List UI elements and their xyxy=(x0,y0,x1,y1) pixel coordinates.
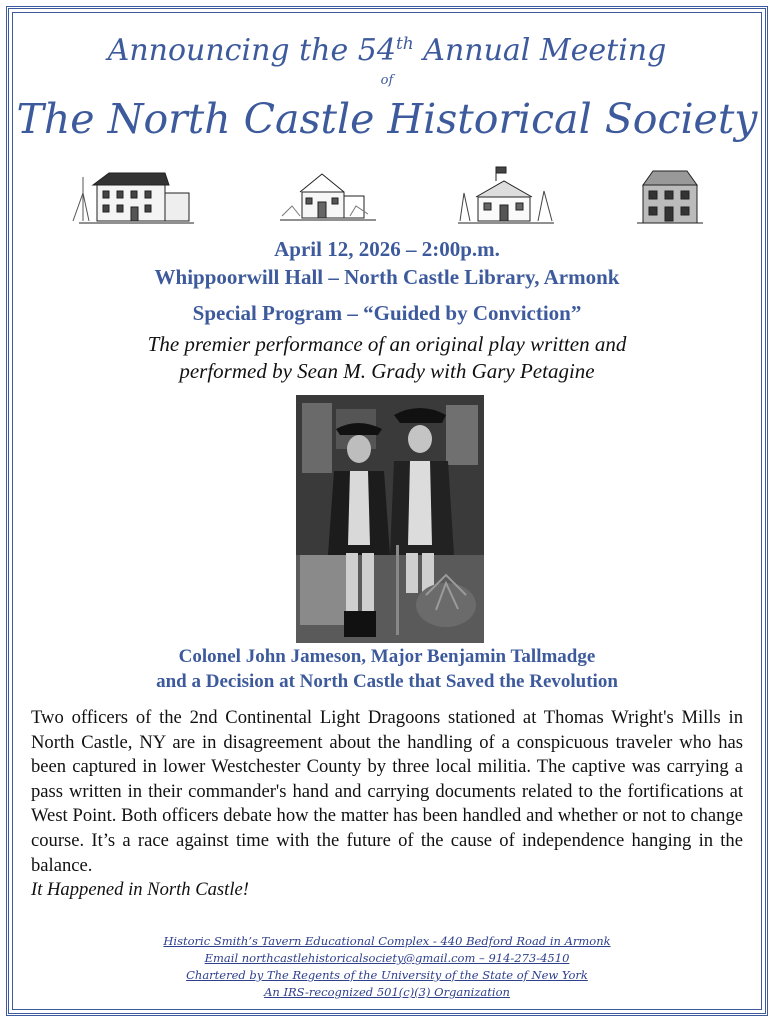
footer-address: Historic Smith’s Tavern Educational Complex - 440 Bedford Road in Armonk xyxy=(163,934,611,948)
officers-photo xyxy=(296,395,484,643)
flyer-page xyxy=(6,6,768,1016)
heading-ordinal: th xyxy=(395,34,414,54)
officers-photo-illustration xyxy=(296,395,484,643)
footer-tax-status: An IRS-recognized 501(c)(3) Organization xyxy=(264,985,510,999)
synopsis-closing: It Happened in North Castle! xyxy=(31,879,249,901)
photo-caption-line1: Colonel John Jameson, Major Benjamin Tallmadge xyxy=(178,646,596,667)
announcement-heading xyxy=(9,33,765,68)
footer-contact[interactable]: Email northcastlehistoricalsociety@gmail.com – 914-273-4510 xyxy=(204,951,570,965)
event-date: April 12, 2026 – 2:00p.m. xyxy=(274,237,500,261)
society-name: The North Castle Historical Society xyxy=(16,95,758,143)
historic-house-2-icon xyxy=(278,163,378,229)
synopsis-paragraph: Two officers of the 2nd Continental Light Dragoons stationed at Thomas Wright's Mills in North Castle, NY are in disagreement about the handling of a conspicuous traveler who has been captured in lower Westchester County by three local militia. The captive was carrying a pass written in their commander's hand and carrying documents related to the fortifications at West Point. Both officers debate how the matter has been handled and whether or not to change course. It’s a race against time with the future of the cause of independence hanging in the balance. xyxy=(31,707,743,876)
footer-charter: Chartered by The Regents of the University of the State of New York xyxy=(186,968,588,982)
program-description-line2: performed by Sean M. Grady with Gary Petagine xyxy=(179,359,595,383)
historic-houses-row xyxy=(69,157,705,229)
program-description-line1: The premier performance of an original play written and xyxy=(147,332,627,356)
special-program-title: Special Program – “Guided by Conviction” xyxy=(192,301,582,325)
heading-of: of xyxy=(380,73,394,88)
event-venue: Whippoorwill Hall – North Castle Library, Armonk xyxy=(154,265,620,289)
historic-house-1-icon xyxy=(69,163,199,229)
historic-house-4-icon xyxy=(635,163,705,229)
photo-caption-line2: and a Decision at North Castle that Saved the Revolution xyxy=(156,671,618,692)
heading-suffix: Annual Meeting xyxy=(413,33,667,68)
program-synopsis xyxy=(31,706,743,903)
heading-prefix: Announcing the 54 xyxy=(107,33,396,68)
historic-house-3-icon xyxy=(456,163,556,229)
footer xyxy=(9,933,765,1001)
